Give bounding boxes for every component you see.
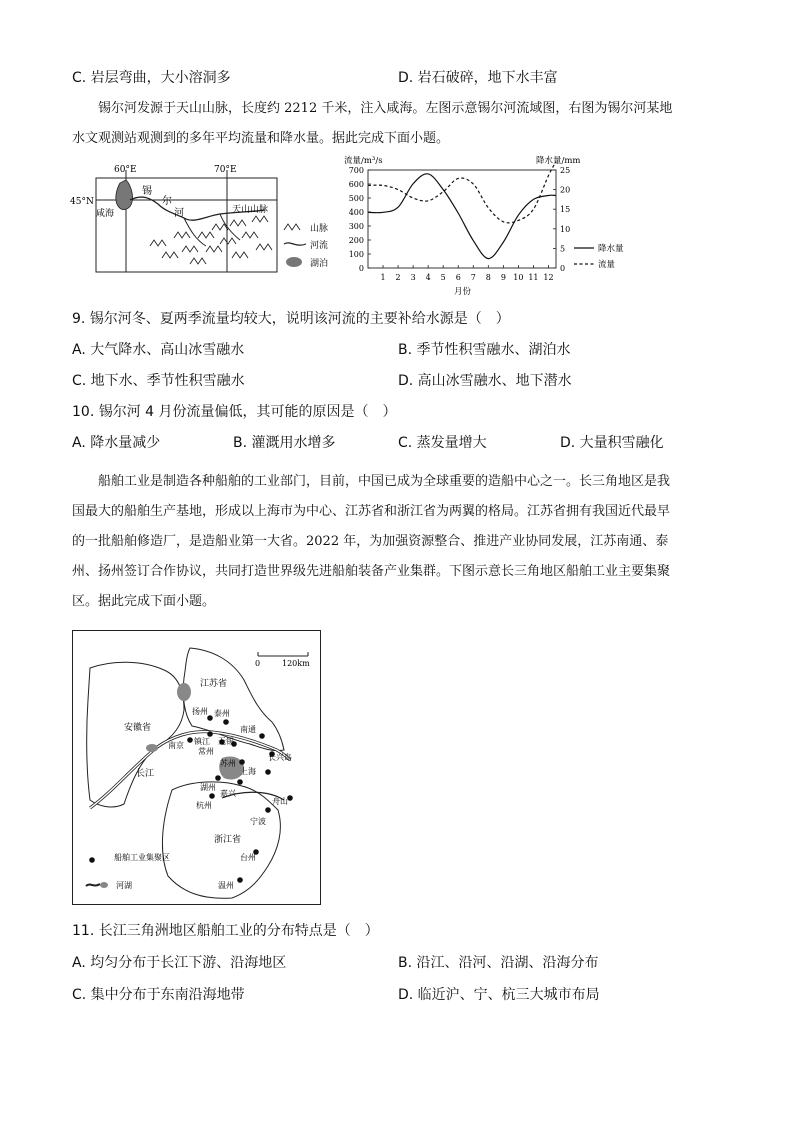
city-dot [239,759,245,765]
passage-line: 区。据此完成下面小题。 [72,594,216,609]
x-tick-label: 12 [543,273,554,282]
legend-lake-icon [100,882,108,888]
legend-mountain-icon [284,224,300,230]
river-label-char: 尔 [162,196,172,207]
city-dot [209,793,215,799]
chaohu-lake [146,744,158,752]
city-label: 扬州 [192,707,208,716]
legend-cluster-label: 船舶工业集聚区 [114,853,170,862]
basin-map-legend [284,222,328,269]
legend-river-label: 河流 [310,241,329,251]
label-jiangsu: 江苏省 [200,679,228,689]
x-tick-label: 6 [455,273,461,282]
legend-mountain-label: 山脉 [310,224,329,234]
lat-label-45: 45°N [70,197,94,207]
y-tick-label-right: 15 [560,205,571,215]
city-label: 湖州 [200,783,216,792]
city-label: 舟山 [272,797,288,806]
x-tick-label: 10 [513,273,524,282]
city-dot [287,795,293,801]
label-changjiang: 长江 [136,769,155,779]
y-tick-label-right: 20 [560,185,571,195]
y-tick-label-left: 300 [348,222,364,231]
x-tick-label: 8 [485,273,491,282]
legend-cluster-dot [89,857,95,863]
city-label: 南京 [168,741,184,750]
x-tick-label: 5 [440,273,446,282]
x-tick-label: 11 [528,273,539,282]
city-dot [215,775,221,781]
y-tick-label-left: 500 [348,194,364,203]
city-dot [223,719,229,725]
y-tick-label-left: 700 [348,166,364,175]
y-tick-label-left: 0 [358,264,364,273]
city-label: 台州 [240,853,256,862]
tianshan-label: 天山山脉 [232,205,269,215]
legend-lake-label: 湖泊 [310,259,329,269]
city-dot [207,731,213,737]
y-tick-label-right: 10 [560,224,571,234]
x-tick-label: 4 [425,273,431,282]
city-label: 无锡 [218,737,234,746]
city-dot [187,737,193,743]
q11-option-a[interactable]: A. 均匀分布于长江下游、沿海地区 [72,955,287,971]
city-dot [265,769,271,775]
passage-line: 锡尔河发源于天山山脉，长度约 2212 千米，注入咸海。左图示意锡尔河流域图，右图为锡尔河某地 [98,101,673,116]
x-tick-label: 1 [380,273,386,282]
city-label: 镇江 [194,737,210,746]
scale-km: 120km [282,659,310,668]
q10-option-d[interactable]: D. 大量积雪融化 [560,435,664,451]
city-label: 南通 [240,725,256,734]
city-label: 泰州 [214,709,230,718]
q9-option-d[interactable]: D. 高山冰雪融水、地下潜水 [398,373,572,389]
label-zhejiang: 浙江省 [214,835,242,845]
q11-option-d[interactable]: D. 临近沪、宁、杭三大城市布局 [398,987,600,1003]
y-tick-label-right: 5 [560,244,566,254]
legend-river-icon [284,243,306,245]
legend-lake-icon [286,257,302,267]
q10-option-a[interactable]: A. 降水量减少 [72,435,161,451]
lon-label-70: 70°E [214,165,237,175]
city-label: 嘉兴 [220,789,236,798]
city-dot [207,715,213,721]
question-11-stem: 11. 长江三角洲地区船舶工业的分布特点是（ ） [72,923,379,939]
hongze-lake [177,683,191,701]
y-axis-left-title: 流量/m³/s [344,156,383,166]
x-tick-label: 9 [500,273,506,282]
passage-line: 州、扬州签订合作协议，共同打造世界级先进船舶装备产业集群。下图示意长三角地区船舶工业主要集聚 [72,564,671,579]
passage-syr-darya [72,94,728,154]
city-label: 杭州 [196,801,212,810]
x-tick-label: 3 [410,273,416,282]
option-d-prev[interactable]: D. 岩石破碎，地下水丰富 [398,70,558,86]
option-c-prev[interactable]: C. 岩层弯曲，大小溶洞多 [72,70,231,86]
q9-option-a[interactable]: A. 大气降水、高山冰雪融水 [72,342,245,358]
x-tick-label: 2 [395,273,401,282]
legend-river-lake-icon [86,884,100,886]
x-tick-label: 7 [470,273,476,282]
passage-line: 水文观测站观测到的多年平均流量和降水量。据此完成下面小题。 [72,131,450,146]
city-label: 上海 [240,767,256,776]
q10-option-b[interactable]: B. 灌溉用水增多 [233,435,336,451]
city-label: 温州 [218,881,234,890]
city-label: 长兴岛 [268,753,292,762]
y-tick-label-left: 100 [348,250,364,259]
lon-label-60: 60°E [114,165,137,175]
aral-sea-label: 咸海 [96,209,115,219]
city-dot [237,877,243,883]
q11-option-c[interactable]: C. 集中分布于东南沿海地带 [72,987,245,1003]
q11-option-b[interactable]: B. 沿江、沿河、沿湖、沿海分布 [398,955,599,971]
discharge-precipitation-chart [338,152,628,298]
y-tick-label-right: 0 [560,264,566,273]
passage-line: 的一批船舶修造厂，是造船业第一大省。2022 年，为加强资源整合、推进产业协同发展，江苏南通、泰 [72,534,669,549]
syr-darya-basin-map [70,160,380,276]
question-10-stem: 10. 锡尔河 4 月份流量偏低，其可能的原因是（ ） [72,404,397,420]
city-dot [259,733,265,739]
y-axis-right-title: 降水量/mm [536,156,581,166]
y-tick-label-left: 600 [348,180,364,189]
q10-option-c[interactable]: C. 蒸发量增大 [398,435,487,451]
label-anhui: 安徽省 [124,723,152,733]
q9-option-c[interactable]: C. 地下水、季节性积雪融水 [72,373,245,389]
passage-line: 国最大的船舶生产基地，形成以上海市为中心、江苏省和浙江省为两翼的格局。江苏省拥有我国近代最早 [72,504,671,519]
scale-zero: 0 [255,659,261,668]
legend-river-lake-label: 河湖 [116,881,132,890]
series-line-discharge [368,162,556,223]
question-9-stem: 9. 锡尔河冬、夏两季流量均较大，说明该河流的主要补给水源是（ ） [72,311,510,327]
city-dot [265,807,271,813]
yangtze-delta-shipbuilding-map [72,630,322,906]
legend-label: 流量 [598,260,616,270]
city-label: 常州 [198,747,214,756]
q9-option-b[interactable]: B. 季节性积雪融水、湖泊水 [398,342,571,358]
y-tick-label-left: 400 [348,208,364,217]
river-label-char: 河 [174,208,184,219]
city-label: 苏州 [220,759,236,768]
legend-label: 降水量 [598,244,624,254]
city-label: 宁波 [250,817,266,826]
x-axis-title: 月份 [454,287,472,297]
passage-line: 船舶工业是制造各种船舶的工业部门，目前，中国已成为全球重要的造船中心之一。长三角地区是我 [98,474,671,489]
map-frame [73,631,321,905]
y-tick-label-right: 25 [560,166,571,175]
city-dot [237,779,243,785]
river-label-char: 锡 [142,186,152,197]
y-tick-label-left: 200 [348,236,364,245]
passage-shipbuilding [72,467,728,617]
